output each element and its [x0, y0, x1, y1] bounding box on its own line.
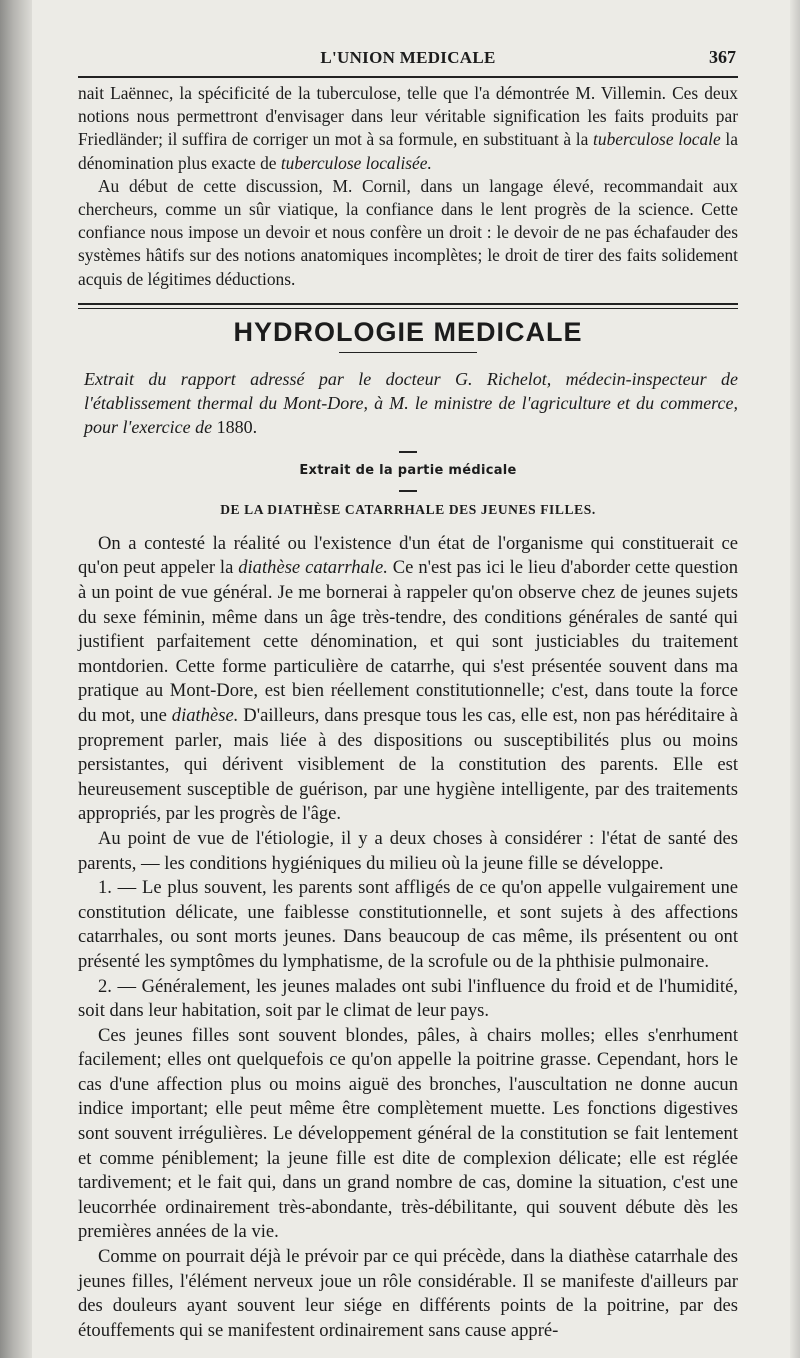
italic-text-run: tuberculose locale: [593, 129, 721, 150]
page-content: [78, 40, 738, 1343]
text-run: 1. — Le plus souvent, les parents sont affligés de ce qu'on appelle vulgairement une constitution délicate, une faiblesse constitutionnelle, et sont sujets à des affections catarrhales, ou sont morts jeunes. Dans beaucoup de cas même, ils présentent ou ont présenté les symptômes du lymphatisme, de la scrofule ou de la phthisie pulmonaire.: [78, 877, 738, 972]
section-divider: [78, 303, 738, 309]
body-paragraph-1: [78, 532, 738, 827]
body-paragraph-6: [78, 1245, 738, 1343]
body-paragraph-5: [78, 1024, 738, 1245]
body-paragraph-3: [78, 876, 738, 974]
text-run: Ce n'est pas ici le lieu d'aborder cette question à un point de vue général. Je me bornerai à rappeler qu'on observe chez de jeunes sujets du sexe féminin, même dans un âge très-tendre, des conditions générales de santé qui justifient parfaitement cette dénomination, et qui sont justiciables du traitement montdorien. Cette forme particulière de catarrhe, qui s'est présentée souvent dans ma pratique au Mont-Dore, est bien réellement constitutionnelle; c'est, dans toute la force du mot, une: [78, 557, 738, 726]
article-heading: DE LA DIATHÈSE CATARRHALE DES JEUNES FILLES.: [220, 501, 596, 517]
header-rule: [78, 76, 738, 78]
text-run: la dénomination plus exacte de: [78, 129, 738, 173]
text-run: Ces jeunes filles sont souvent blondes, pâles, à chairs molles; elles s'enrhument facilement; elles ont quelquefois ce qu'on appelle la poitrine grasse. Cependant, hors le cas d'une affection plus ou moins aiguë des bronches, l'auscultation ne donne aucun indice important; elle peut même être complètement muette. Les fonctions digestives sont souvent irrégulières. Le développement général de la constitution se fait lentement et comme péniblement; la jeune fille est dite de complexion délicate; elle est réglée tardivement; et le fait qui, dans un grand nombre de cas, domine la situation, c'est une leucorrhée ordinairement très-abondante, très-débilitante, qui souvent débute dès les premières années de la vie.: [78, 1024, 738, 1243]
italic-text-run: diathèse.: [171, 704, 239, 726]
body-paragraph-4: [78, 975, 738, 1024]
book-gutter-shadow: [0, 0, 32, 1358]
text-run: Au début de cette discussion, M. Cornil, dans un langage élevé, recommandait aux chercheurs, comme un sûr viatique, la confiance dans le lent progrès de la science. Cette confiance nous impose un devoir et nous confère un droit : le devoir de ne pas échafauder des systèmes hâtifs sur des notions anatomiques incomplètes; le droit de tirer des faits solidement acquis de légitimes déductions.: [78, 175, 738, 289]
text-run: D'ailleurs, dans presque tous les cas, elle est, non pas héréditaire à proprement parler, mais liée à des dispositions ou susceptibilités plus ou moins persistantes, qui dérivent visiblement de la constitution des parents. Elle est heureusement susceptible de guérison, par une hygiène intelligente, par des traitements appropriés, par les progrès de l'âge.: [78, 704, 738, 825]
short-rule-2: [399, 490, 417, 492]
text-run: Au point de vue de l'étiologie, il y a deux choses à considérer : l'état de santé des parents, — les conditions hygiéniques du milieu où la jeune fille se développe.: [78, 827, 738, 874]
text-run: 2. — Généralement, les jeunes malades ont subi l'influence du froid et de l'humidité, soit dans leur habitation, soit par le climat de leur pays.: [78, 975, 738, 1022]
body-paragraph-2: [78, 827, 738, 876]
extract-year: 1880.: [216, 416, 258, 437]
text-run: Comme on pourrait déjà le prévoir par ce qui précède, dans la diathèse catarrhale des jeunes filles, l'élément nerveux joue un rôle considérable. Il se manifeste d'ailleurs par des douleurs ayant souvent leur siége en différents points de la poitrine, par des étouffements qui se manifestent ordinairement sans cause appré-: [78, 1246, 738, 1341]
title-underline: [339, 352, 477, 353]
short-rule-1: [399, 451, 417, 453]
page-number: 367: [709, 47, 736, 67]
intro-paragraph-1: [78, 82, 738, 175]
subheading-extract: Extrait de la partie médicale: [299, 462, 517, 478]
intro-paragraph-2: [78, 175, 738, 291]
running-title: L'UNION MEDICALE: [320, 48, 496, 67]
text-run: nait Laënnec, la spécificité de la tuberculose, telle que l'a démontrée M. Villemin. Ces deux notions nous permettront d'envisager dans leur véritable signification les faits produits par Friedländer; il suffira de corriger un mot à sa formule, en substituant à la: [78, 83, 738, 150]
section-title: HYDROLOGIE MEDICALE: [233, 316, 583, 347]
text-run: On a contesté la réalité ou l'existence d'un état de l'organisme qui constituerait ce qu'on peut appeler la: [78, 532, 738, 579]
running-head: [78, 40, 738, 74]
page-edge: [790, 0, 800, 1358]
extract-note: [78, 367, 738, 439]
extract-text: Extrait du rapport adressé par le docteur G. Richelot, médecin-inspecteur de l'établissement thermal du Mont-Dore, à M. le ministre de l'agriculture et du commerce, pour l'exercice de: [84, 368, 738, 437]
italic-text-run: tuberculose localisée.: [280, 152, 432, 173]
italic-text-run: diathèse catarrhale.: [238, 557, 388, 579]
